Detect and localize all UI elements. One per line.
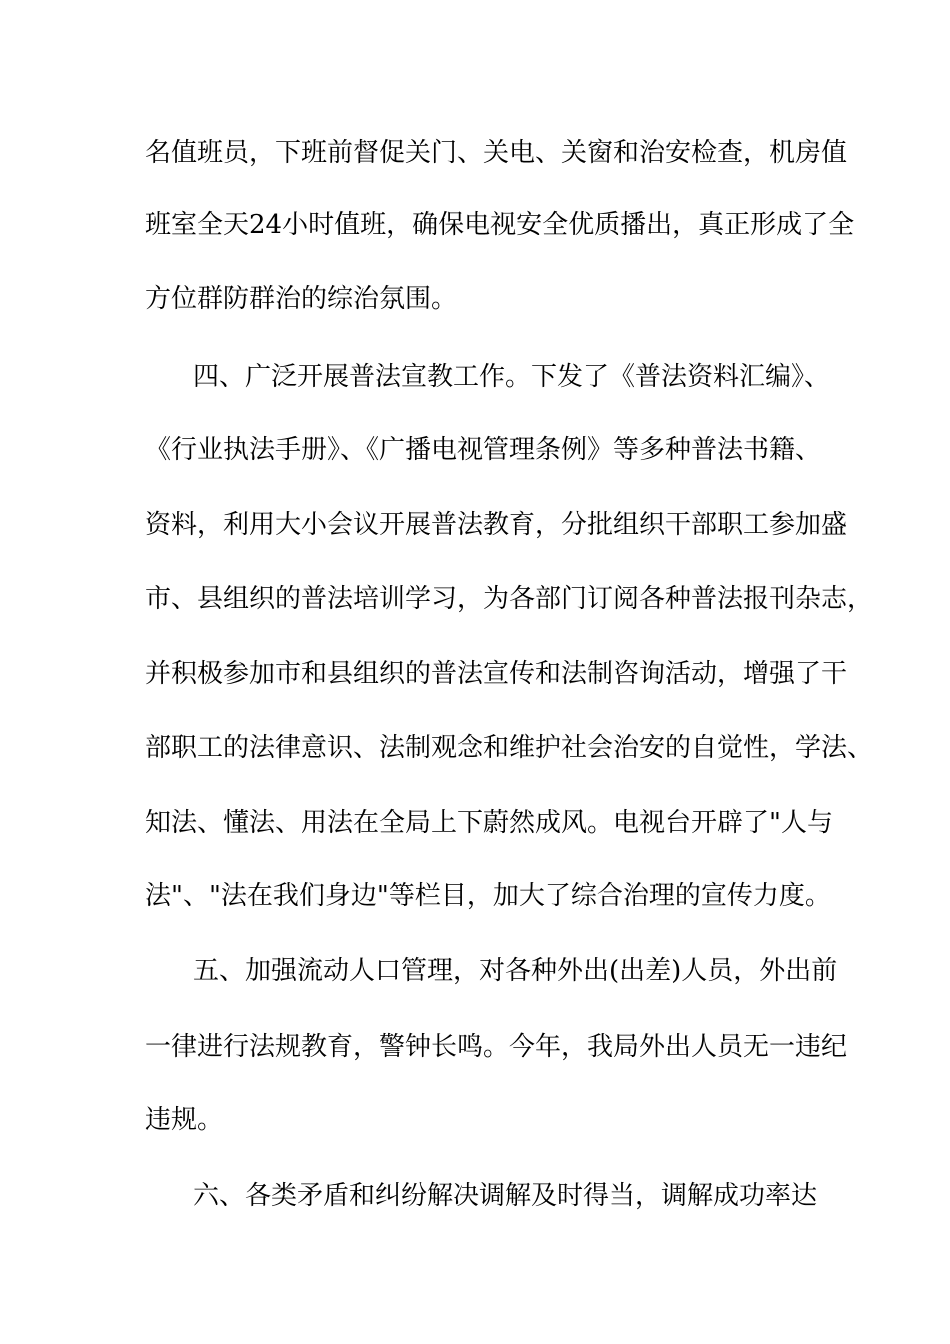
text-line-1: 名值班员，下班前督促关门、关电、关窗和治安检查，机房值 (145, 138, 848, 168)
paragraph-4-line-3: 资料，利用大小会议开展普法教育，分批组织干部职工参加盛 (145, 510, 848, 540)
paragraph-5-line-3: 违规。 (145, 1105, 224, 1135)
paragraph-4-line-8: 法"、"法在我们身边"等栏目，加大了综合治理的宣传力度。 (145, 881, 831, 911)
paragraph-4-line-2: 《行业执法手册》、《广播电视管理条例》等多种普法书籍、 (145, 435, 822, 465)
paragraph-5-line-2: 一律进行法规教育，警钟长鸣。今年，我局外出人员无一违纪 (145, 1032, 848, 1062)
text-line-3: 方位群防群治的综治氛围。 (145, 284, 458, 314)
paragraph-6-line-1: 六、各类矛盾和纠纷解决调解及时得当，调解成功率达 (193, 1181, 818, 1211)
paragraph-4-line-4: 市、县组织的普法培训学习，为各部门订阅各种普法报刊杂志， (145, 584, 874, 614)
paragraph-4-line-6: 部职工的法律意识、法制观念和维护社会治安的自觉性，学法、 (145, 733, 874, 763)
paragraph-4-line-1: 四、广泛开展普法宣教工作。下发了《普法资料汇编》、 (193, 362, 831, 392)
paragraph-5-line-1: 五、加强流动人口管理，对各种外出(出差)人员，外出前 (193, 956, 838, 986)
text-line-2: 班室全天24小时值班，确保电视安全优质播出，真正形成了全 (145, 210, 855, 240)
paragraph-4-line-7: 知法、懂法、用法在全局上下蔚然成风。电视台开辟了"人与 (145, 808, 833, 838)
paragraph-4-line-5: 并积极参加市和县组织的普法宣传和法制咨询活动，增强了干 (145, 659, 848, 689)
